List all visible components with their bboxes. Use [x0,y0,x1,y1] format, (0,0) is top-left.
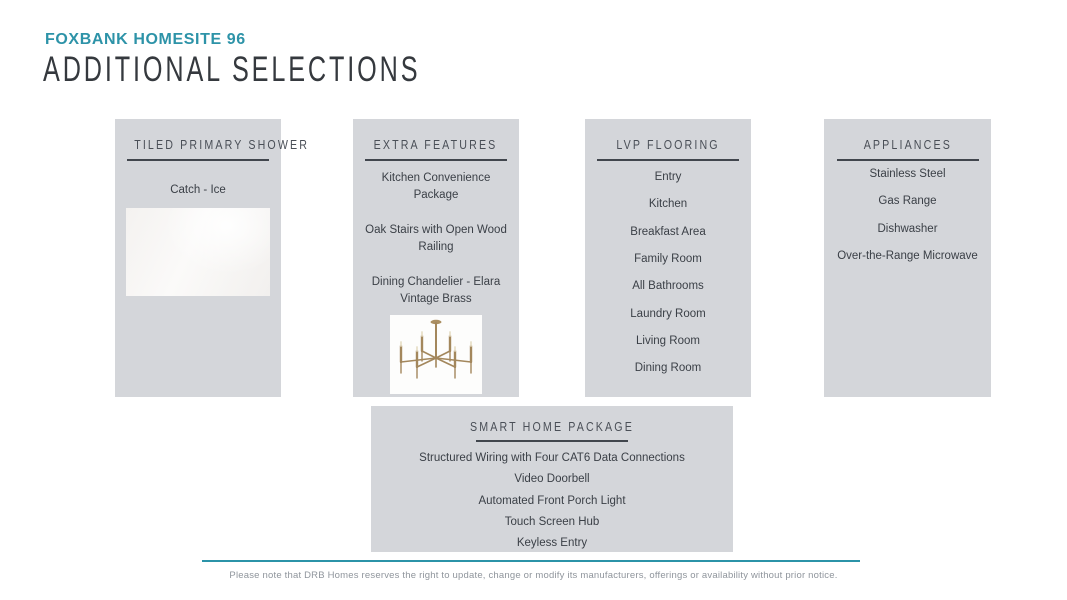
selection-item: Dining Chandelier - Elara Vintage Brass [371,275,501,305]
card-title-wrap [585,119,751,154]
selection-item: Automated Front Porch Light [478,494,626,507]
card-lvp-flooring [585,119,751,397]
card-title-wrap [115,119,310,154]
selection-item: Dishwasher [877,222,938,235]
disclaimer-text: Please note that DRB Homes reserves the right to update, change or modify its manufacturers, offerings or availability without prior notice. [229,570,838,581]
selection-item: Stainless Steel [869,168,946,181]
card-title-wrap [353,119,519,154]
selection-item: All Bathrooms [632,280,704,293]
brass-chandelier-icon [394,318,478,390]
title-rule [476,440,628,442]
selection-item: Keyless Entry [516,537,588,550]
card-title-wrap [824,119,991,154]
selection-item: Gas Range [878,195,937,208]
title-rule [127,159,269,161]
card-appliances [824,119,991,397]
selection-item: Over-the-Range Microwave [837,250,978,263]
selection-item: Kitchen [648,198,688,211]
title-rule [597,159,739,161]
selection-item: Breakfast Area [630,225,706,238]
card-title: APPLIANCES [863,137,952,152]
card-title: TILED PRIMARY SHOWER [134,137,310,152]
card-tiled-primary-shower [115,119,310,397]
selection-list [371,448,733,554]
selection-item: Dining Room [634,362,702,375]
card-title: LVP FLOORING [616,137,720,152]
homesite-eyebrow: FOXBANK HOMESITE 96 [45,31,246,48]
selection-item: Entry [654,171,682,184]
card-title-wrap [371,406,733,436]
selection-item: Video Doorbell [514,473,590,486]
selection-item: Family Room [634,253,702,266]
chandelier-image [390,315,482,394]
selection-list [824,161,991,270]
card-title: SMART HOME PACKAGE [470,419,634,434]
selection-item: Structured Wiring with Four CAT6 Data Connections [419,452,685,465]
title-rule [365,159,507,161]
selection-item: Oak Stairs with Open Wood Railing [365,223,507,253]
selection-item: Catch - Ice [170,183,226,196]
selection-list [585,164,751,382]
card-title: EXTRA FEATURES [374,137,498,152]
selection-item: Living Room [636,334,700,347]
page-title: ADDITIONAL SELECTIONS [43,50,421,89]
selection-item: Touch Screen Hub [504,516,600,529]
footer-accent-rule [202,560,860,562]
card-extra-features [353,119,519,397]
selection-item: Kitchen Convenience Package [381,171,491,201]
tile-swatch-image [126,208,270,296]
card-smart-home-package [371,406,733,552]
selection-item: Laundry Room [630,307,706,320]
